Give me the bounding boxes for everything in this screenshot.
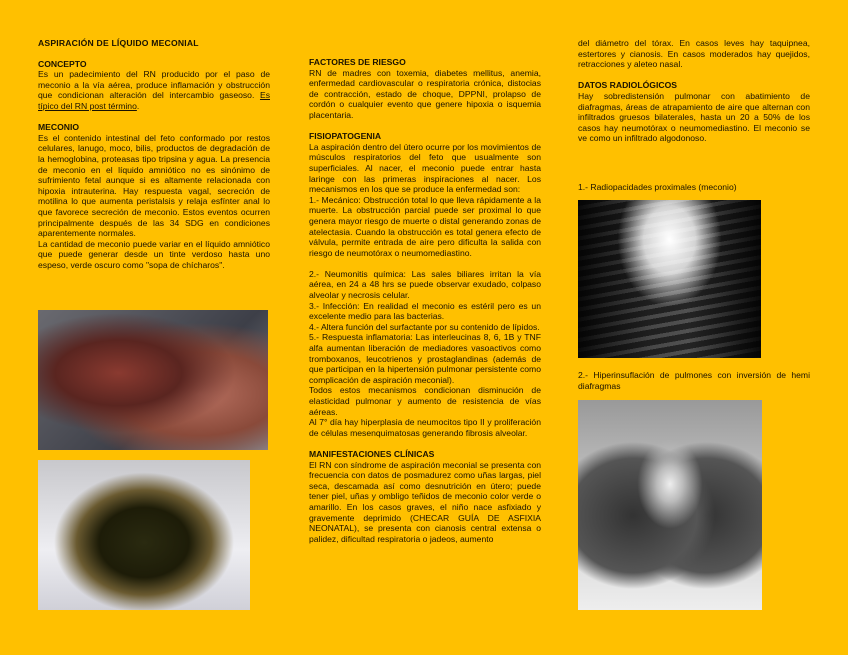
xray-image-2 — [578, 400, 762, 610]
xray-caption-2: 2.- Hiperinsuflación de pulmones con inversión de hemi diafragmas — [578, 370, 810, 391]
concepto-end: . — [136, 100, 140, 111]
column-2 — [309, 57, 541, 544]
factores-heading: FACTORES DE RIESGO — [309, 57, 406, 67]
fisio-paragraph: La aspiración dentro del útero ocurre por los movimientos de músculos respiratorios del feto que usualmente son superficiales. Al nacer, el meconio puede entrar hasta laringe con las primeras inspiraciones al nacer. Los mecanismos en los que se produce la enfermedad son: — [309, 141, 541, 195]
manifestaciones-heading: MANIFESTACIONES CLÍNICAS — [309, 448, 435, 459]
xray-caption-1: 1.- Radiopacidades proximales (meconio) — [578, 182, 737, 192]
document-title: ASPIRACIÓN DE LÍQUIDO MECONIAL — [38, 38, 199, 48]
concepto-heading: CONCEPTO — [38, 58, 87, 69]
radiologicos-text: Hay sobredistensión pulmonar con abatimiento de diafragmas, áreas de atrapamiento de aire que alternan con infiltrados gruesos bilaterales, hasta un 20 a 50% de los casos hay neumotórax o neumomediastino. El meconio se ve como un infiltrado algodonoso. — [578, 90, 810, 144]
meconio-paragraph: La cantidad de meconio puede variar en el líquido amniótico que puede generar desde un tinte verdoso hasta uno espeso, verde oscuro como "sopa de chícharos". — [38, 238, 270, 270]
fisio-paragraph: 4.- Altera función del surfactante por su contenido de lípidos. — [309, 321, 540, 332]
fisio-paragraph: Todos estos mecanismos condicionan disminución de elasticidad pulmonar y aumento de resistencia de vías aéreas. — [309, 385, 541, 417]
fisio-paragraph: 5.- Respuesta inflamatoria: Las interleucinas 8, 6, 1B y TNF alfa aumentan liberación de mediadores vasoactivos como tromboxanos, leucotrienos y prostaglandinas (además de que participan en la hipertensión pulmonar persistente como complicación de aspiración meconial). — [309, 332, 541, 385]
fisio-paragraph: Al 7° día hay hiperplasia de neumocitos tipo II y proliferación de células mesenquimatosas generando fibrosis alveolar. — [309, 417, 541, 438]
column-1 — [38, 38, 270, 270]
meconium-photo — [38, 460, 250, 610]
meconio-paragraph: Es el contenido intestinal del feto conformado por restos celulares, lanugo, moco, bilis, productos de degradación de la hemoglobina, proteasas tipo tripsina y agua. La presencia de meconio en el líquido amniótico no es sinónimo de sufrimiento fetal aunque si es altamente relacionada con hipoxia intrauterina. Hay respuesta vagal, secreción de motilina lo que aumenta peristalsis y relaja esfínter anal lo que favorece secreción de meconio. Estos eventos ocurren principalmente después de las 34 SDG en condiciones aparentemente normales. — [38, 132, 270, 239]
manifestaciones-continued: del diámetro del tórax. En casos leves hay taquipnea, estertores y cianosis. En casos moderados hay quejidos, retracciones y aleteo nasal. — [578, 38, 810, 70]
fisio-paragraph: 3.- Infección: En realidad el meconio es estéril pero es un excelente medio para las bacterias. — [309, 300, 541, 322]
fisio-paragraph: 1.- Mecánico: Obstrucción total lo que lleva rápidamente a la muerte. La obstrucción parcial puede ser proximal lo que genera mayor riesgo de muerte o distal generando zonas de atelectasia. Cuando la obstrucción es total genera efecto de válvula, permite entrada de aire pero dificulta la salida con riesgo de neumotórax o neumomediastino. — [309, 194, 541, 258]
concepto-emphasis: Es típico del RN post término — [38, 90, 270, 111]
radiologicos-heading: DATOS RADIOLÓGICOS — [578, 80, 677, 91]
manifestaciones-text: El RN con síndrome de aspiración meconial se presenta con frecuencia con datos de posmadurez como uñas largas, piel seca, descamada así como desnutrición en útero; puede tener piel, uñas y ombligo teñidos de meconio color verde o amarillo. En los casos graves, el niño nace asfixiado y gravemente deprimido (CHECAR GUÍA DE ASFIXIA NEONATAL), se presenta con cianosis central extensa o palidez, dificultad respiratoria o jadeos, aumento — [309, 459, 541, 544]
column-3 — [578, 38, 810, 144]
fisiopatogenia-heading: FISIOPATOGENIA — [309, 131, 382, 142]
concepto-body: Es un padecimiento del RN producido por el paso de meconio a la vía aérea, produce inflamación y obstrucción que condicionan alteración del intercambio gaseoso. — [38, 69, 270, 101]
newborn-photo — [38, 310, 268, 450]
concepto-text — [38, 69, 270, 111]
fisio-paragraph: 2.- Neumonitis química: Las sales biliares irritan la vía aérea, en 24 a 48 hrs se puede observar exudado, colpaso alveolar y necrosis celular. — [309, 268, 541, 301]
factores-text: RN de madres con toxemia, diabetes mellitus, anemia, enfermedad cardiovascular o respiratoria crónica, distocias de contracción, estado de choque, DPPNI, prolapso de cordón o cualquier evento que genere hipoxia o isquemia placentaria. — [309, 67, 541, 120]
meconio-heading: MECONIO — [38, 122, 80, 133]
xray-image-1 — [578, 200, 761, 358]
